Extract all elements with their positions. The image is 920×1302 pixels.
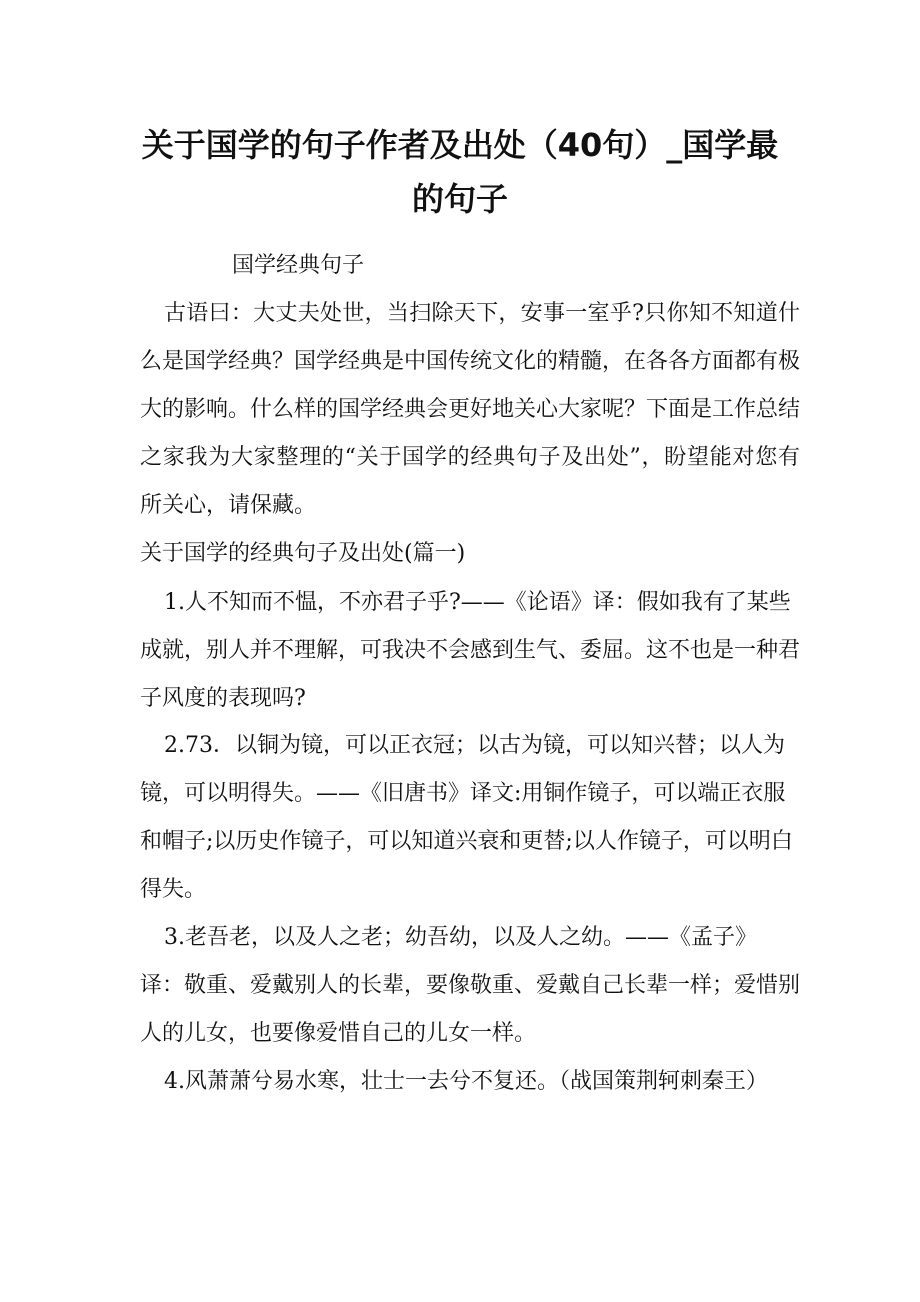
subheading: 国学经典句子 xyxy=(232,253,365,278)
list-item xyxy=(140,722,800,914)
document-title: 关于国学的句子作者及出处（40句）_国学最的句子 xyxy=(141,126,779,218)
list-item xyxy=(140,579,800,723)
list-item-text: 2.73．以铜为镜，可以正衣冠；以古为镜，可以知兴替；以人为镜，可以明得失。——《旧唐书》译文:用铜作镜子，可以端正衣服和帽子;以历史作镜子，可以知道兴衰和更替;以人作镜子，可以明白得失。 xyxy=(140,733,793,902)
list-item xyxy=(140,914,800,1058)
intro-paragraph: 古语曰：大丈夫处世，当扫除天下，安事一室乎?只你知不知道什么是国学经典？国学经典是中国传统文化的精髓，在各各方面都有极大的影响。什么样的国学经典会更好地关心大家呢？下面是工作总结之家我为大家整理的“关于国学的经典句子及出处”，盼望能对您有所关心，请保藏。 xyxy=(140,301,801,518)
section-title: 关于国学的经典句子及出处(篇一) xyxy=(140,541,466,566)
list-item-text: 1.人不知而不愠，不亦君子乎?——《论语》译：假如我有了某些成就，别人并不理解，可我决不会感到生气、委屈。这不也是一种君子风度的表现吗? xyxy=(140,590,801,711)
list-item-text: 3.老吾老，以及人之老；幼吾幼，以及人之幼。——《孟子》译：敬重、爱戴别人的长辈，要像敬重、爱戴自己长辈一样；爱惜别人的儿女，也要像爱惜自己的儿女一样。 xyxy=(140,925,801,1046)
list-item-text: 4.风萧萧兮易水寒，壮士一去兮不复还。（战国策荆轲刺秦王） xyxy=(164,1069,768,1094)
list-item xyxy=(140,1058,800,1106)
